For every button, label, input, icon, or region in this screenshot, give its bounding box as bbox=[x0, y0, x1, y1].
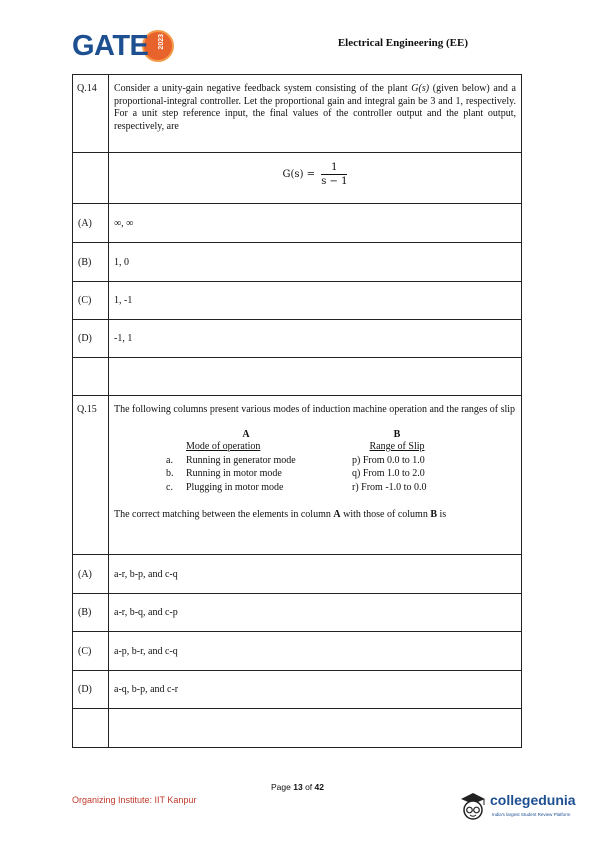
q15-option-d[interactable]: (D) a-q, b-p, and c-r bbox=[73, 671, 522, 709]
collegedunia-logo bbox=[458, 790, 583, 828]
gate-logo bbox=[72, 30, 182, 70]
page-number: Page 13 of 42 bbox=[271, 782, 324, 792]
q14-fraction: $\frac{1}{s - 1}$ bbox=[321, 162, 348, 187]
page-header bbox=[70, 26, 530, 70]
q14-blank-row bbox=[73, 358, 522, 396]
column-a-item: b. Running in motor mode bbox=[166, 468, 282, 479]
column-b-item: p) From 0.0 to 1.0 bbox=[352, 454, 425, 466]
q15-matching-columns bbox=[114, 421, 516, 509]
column-a-item: c. Plugging in motor mode bbox=[166, 481, 284, 493]
q14-number: Q.14 bbox=[73, 75, 109, 153]
student-mascot-icon bbox=[458, 790, 488, 826]
question-table bbox=[72, 74, 522, 748]
subject-title: Electrical Engineering (EE) bbox=[337, 37, 468, 49]
q14-option-c[interactable]: (C) 1, -1 bbox=[73, 282, 522, 320]
organizing-institute: Organizing Institute: IIT Kanpur bbox=[72, 795, 197, 805]
q14-option-b[interactable]: (B) 1, 0 bbox=[73, 243, 522, 282]
column-b-item: q) From 1.0 to 2.0 bbox=[352, 468, 425, 479]
q14-row bbox=[73, 75, 522, 153]
q15-option-b[interactable]: (B) a-r, b-q, and c-p bbox=[73, 594, 522, 632]
q15-body bbox=[109, 396, 522, 555]
brand-tagline: India's largest Student Review Platform bbox=[492, 812, 571, 817]
gate-logo-text: GATE bbox=[72, 30, 149, 62]
q14-formula-row bbox=[73, 153, 522, 204]
column-a-item: a. Running in generator mode bbox=[166, 454, 296, 466]
column-b-item: r) From -1.0 to 0.0 bbox=[352, 481, 427, 493]
column-a-head: A bbox=[242, 428, 250, 440]
q15-matching-prompt: The correct matching between the elements in column A with those of column B is bbox=[114, 508, 447, 520]
column-a bbox=[166, 429, 326, 495]
q14-text: Consider a unity-gain negative feedback system consisting of the plant G(s) (given below) and a proportional-integral controller. Let the proportional gain and integral gain be 3 and 1, respectively. For a unit step reference input, the final values of the controller output and the plant output, respectively, are bbox=[109, 75, 522, 153]
column-b-head: B bbox=[393, 428, 401, 440]
q15-option-a[interactable]: (A) a-r, b-p, and c-q bbox=[73, 555, 522, 594]
q15-option-c[interactable]: (C) a-p, b-r, and c-q bbox=[73, 632, 522, 671]
q15-row bbox=[73, 396, 522, 555]
q14-option-a[interactable]: (A) ∞, ∞ bbox=[73, 204, 522, 243]
q14-formula: G(s) = $\frac{1}{s - 1}$ bbox=[282, 162, 348, 187]
gate-logo-year: 2023 bbox=[158, 34, 165, 50]
column-a-subtitle: Mode of operation bbox=[186, 441, 261, 452]
q14-option-d[interactable]: (D) -1, 1 bbox=[73, 320, 522, 358]
q15-text: The following columns present various modes of induction machine operation and the ranges of slip bbox=[114, 404, 516, 415]
q14-plant-symbol: G(s) bbox=[411, 83, 430, 94]
brand-name: collegedunia bbox=[490, 792, 576, 808]
column-b bbox=[342, 429, 452, 495]
column-b-subtitle: Range of Slip bbox=[369, 441, 425, 452]
q15-blank-row bbox=[73, 709, 522, 748]
q15-number: Q.15 bbox=[73, 396, 109, 555]
